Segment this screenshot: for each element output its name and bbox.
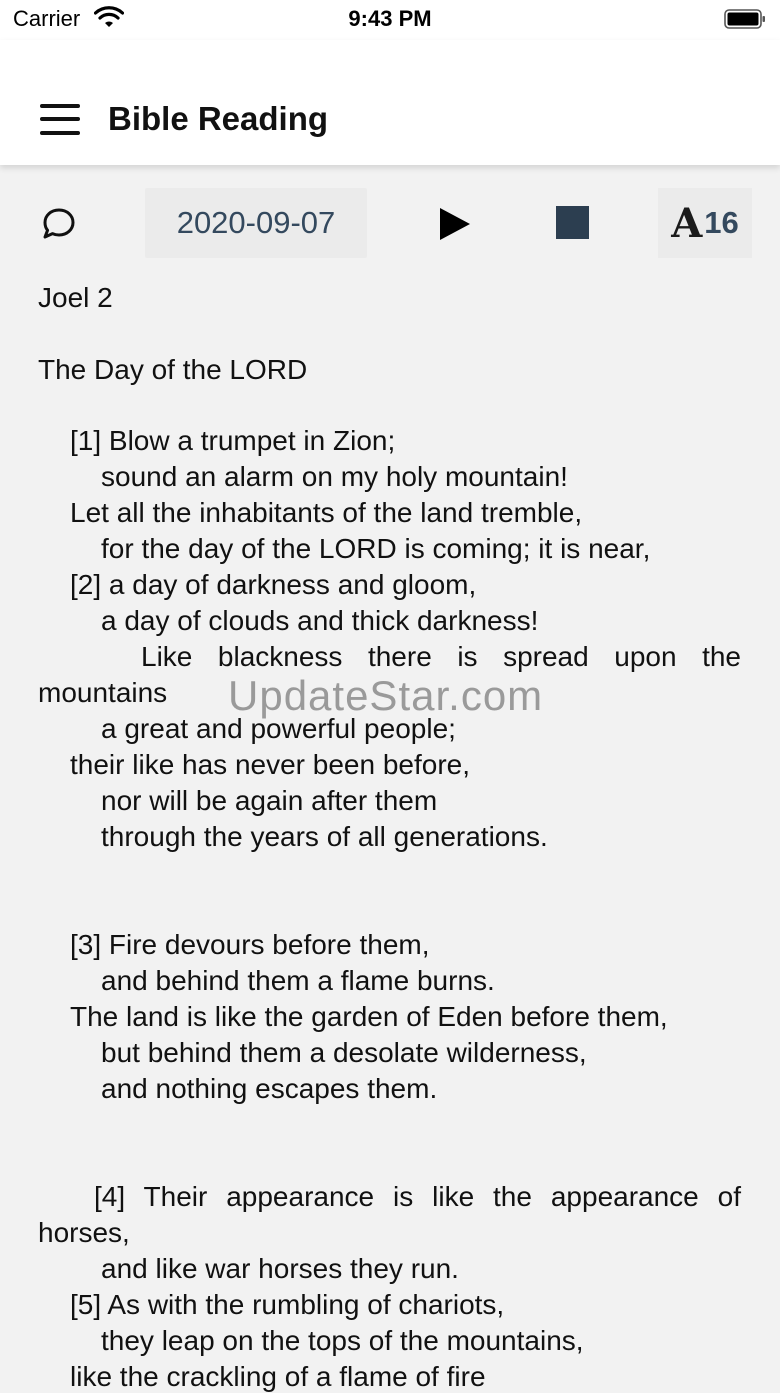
page-title: Bible Reading	[108, 100, 329, 137]
verse-line: horses,	[38, 1217, 130, 1248]
verse-line: through the years of all generations.	[101, 821, 548, 852]
verse-line: but behind them a desolate wilderness,	[101, 1037, 587, 1068]
verse-line: Let all the inhabitants of the land tremble,	[70, 497, 583, 528]
verse-line: a day of clouds and thick darkness!	[101, 605, 539, 636]
verse-line: [2] a day of darkness and gloom,	[70, 569, 477, 600]
chapter-title: Joel 2	[38, 282, 113, 313]
carrier-label: Carrier	[13, 6, 81, 31]
hamburger-menu-icon[interactable]	[40, 104, 82, 136]
verse-line: [5] As with the rumbling of chariots,	[70, 1289, 505, 1320]
verse-line: The land is like the garden of Eden before them,	[70, 1001, 668, 1032]
verse-line: [4] Their appearance is like the appearance of	[94, 1181, 741, 1212]
verse-line: for the day of the LORD is coming; it is near,	[101, 533, 651, 564]
verse-line: like the crackling of a flame of fire	[70, 1361, 486, 1392]
verse-line: sound an alarm on my holy mountain!	[101, 461, 568, 492]
verse-line: and like war horses they run.	[101, 1253, 459, 1284]
font-size-value: 16	[704, 205, 739, 240]
verse-line: and behind them a flame burns.	[101, 965, 495, 996]
verse-line: [3] Fire devours before them,	[70, 929, 430, 960]
font-glyph: A	[671, 199, 703, 247]
watermark: UpdateStar.com	[228, 672, 544, 719]
verse-line: Like blackness there is spread upon the	[141, 641, 741, 672]
section-heading: The Day of the LORD	[38, 354, 308, 385]
navigation-bar	[0, 40, 780, 165]
verse-line: nor will be again after them	[101, 785, 438, 816]
verse-line: mountains	[38, 677, 168, 708]
status-time: 9:43 PM	[348, 6, 432, 31]
verse-line: a great and powerful people;	[101, 713, 456, 744]
date-picker-button[interactable]: 2020-09-07	[145, 188, 367, 258]
verse-line: and nothing escapes them.	[101, 1073, 438, 1104]
verse-line: their like has never been before,	[70, 749, 471, 780]
verse-line: [1] Blow a trumpet in Zion;	[70, 425, 396, 456]
verse-line: they leap on the tops of the mountains,	[101, 1325, 584, 1356]
